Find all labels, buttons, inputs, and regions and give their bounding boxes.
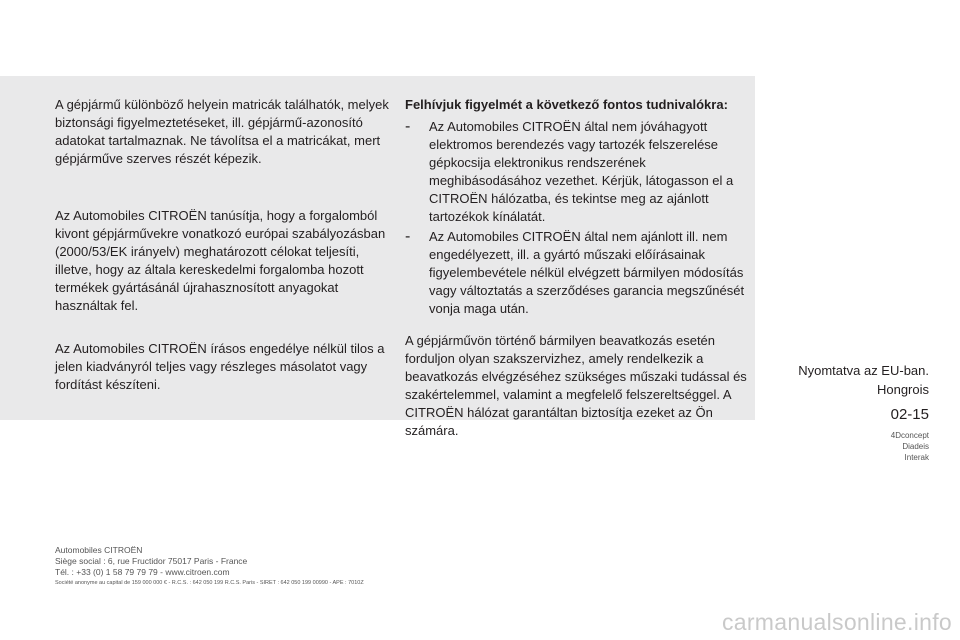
list-dash: - bbox=[405, 118, 411, 135]
list-dash: - bbox=[405, 228, 411, 245]
production-codes bbox=[891, 430, 929, 463]
language-label: Hongrois bbox=[876, 382, 929, 397]
watermark: carmanualsonline.info bbox=[721, 609, 952, 635]
list-item bbox=[405, 118, 750, 226]
legal-notice: Société anonyme au capital de 159 000 000 € - R.C.S. : 642 050 199 R.C.S. Paris - SIRET : 642 050 199 00990 - APE : 7010Z bbox=[55, 580, 364, 586]
list-item bbox=[405, 228, 750, 318]
left-column bbox=[55, 96, 390, 419]
list-item-text: Az Automobiles CITROËN által nem jóváhagyott elektromos berendezés vagy tartozék felszerelése gépkocsija elektronikus rendszerének meghibásodásához vezethet. Kérjük, látogasson el a CITROËN hálózatba, és tekintse meg az ajánlott tartozékok kínálatát. bbox=[429, 119, 734, 224]
right-column bbox=[405, 96, 750, 440]
code-line: Diadeis bbox=[902, 442, 929, 451]
recycling-paragraph: Az Automobiles CITROËN tanúsítja, hogy a forgalomból kivont gépjárművekre vonatkozó európai szabályozásban (2000/53/EK irányelv) meghatározott célokat teljesíti, illetve, hogy az általa kereskedelmi forgalomba hozott termékek gyártásánál újrahasznosított anyagokat használtak fel. bbox=[55, 208, 386, 313]
stickers-paragraph: A gépjármű különböző helyein matricák találhatók, melyek biztonsági figyelmeztetéseket, ill. gépjármű-azonosító adatokat tartalmaznak. Ne távolítsa el a matricákat, mert gépjárműve szerves részét képezik. bbox=[55, 97, 389, 166]
publisher-footer bbox=[55, 545, 364, 587]
printed-in-eu: Nyomtatva az EU-ban. bbox=[798, 363, 929, 378]
list-item-text: Az Automobiles CITROËN által nem ajánlott ill. nem engedélyezett, ill. a gyártó műszaki előírásainak figyelembevétele nélkül elvégzett bármilyen módosítás vagy változtatás a szerződéses garancia megszűnését vonja maga után. bbox=[429, 229, 745, 316]
code-line: Interak bbox=[904, 453, 929, 462]
company-contact: Tél. : +33 (0) 1 58 79 79 79 - www.citroen.com bbox=[55, 567, 230, 577]
service-paragraph: A gépjárművön történő bármilyen beavatkozás esetén forduljon olyan szakszervizhez, amely rendelkezik a beavatkozás elvégzéséhez szükséges műszaki tudással és szakértelemmel, valamint a megfelelő felszereltséggel. A CITROËN hálózat garantáltan biztosítja ezeket az Ön számára. bbox=[405, 333, 747, 438]
company-name: Automobiles CITROËN bbox=[55, 545, 143, 555]
page-number: 02-15 bbox=[890, 406, 929, 423]
copyright-paragraph: Az Automobiles CITROËN írásos engedélye nélkül tilos a jelen kiadványról teljes vagy részleges másolatot vagy fordítást készíteni. bbox=[55, 341, 385, 392]
notice-heading: Felhívjuk figyelmét a következő fontos tudnivalókra: bbox=[405, 97, 728, 112]
company-address: Siège social : 6, rue Fructidor 75017 Paris - France bbox=[55, 556, 248, 566]
code-line: 4Dconcept bbox=[890, 431, 929, 440]
